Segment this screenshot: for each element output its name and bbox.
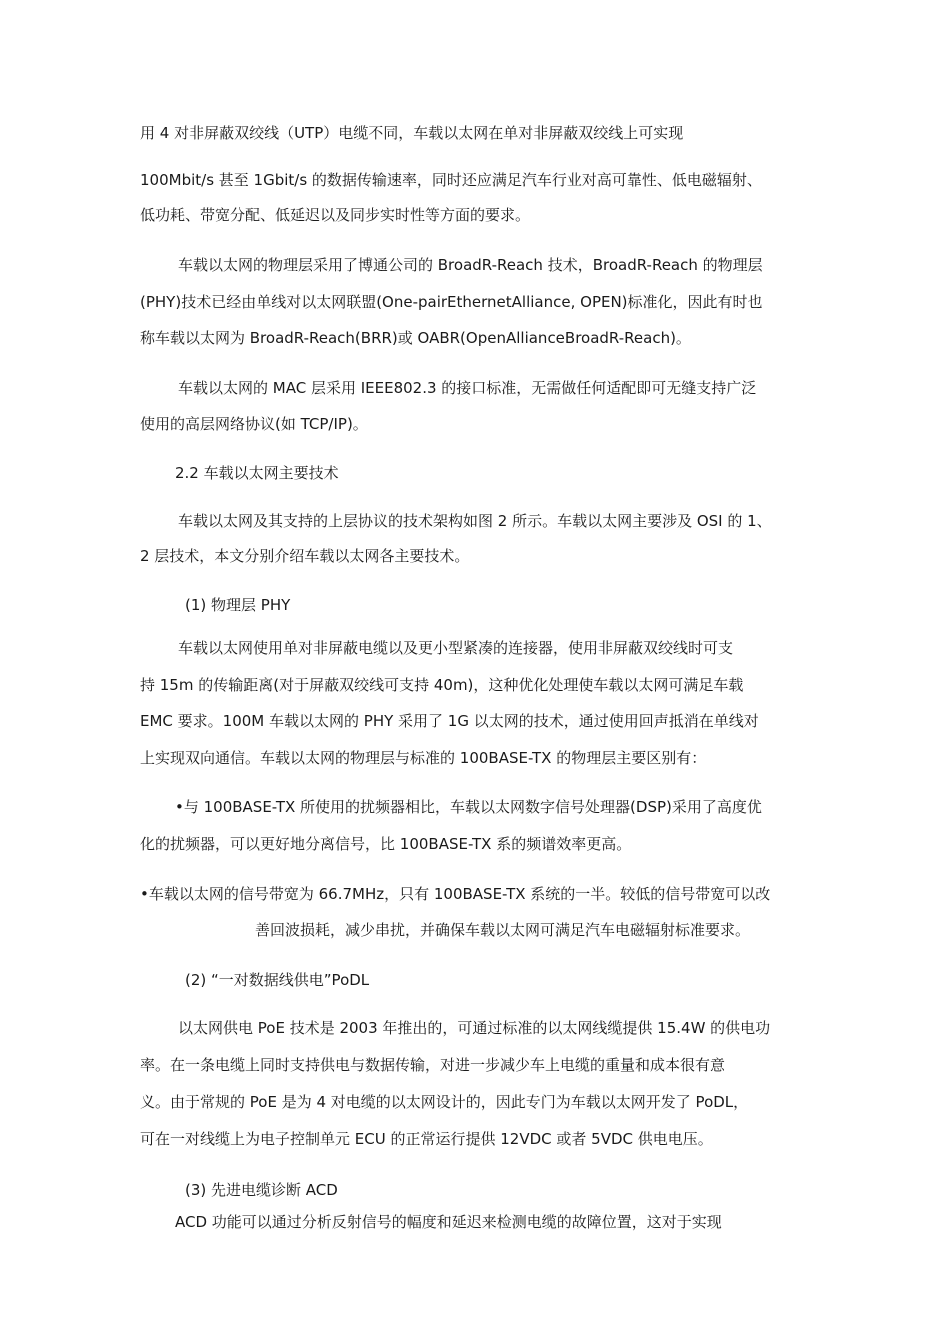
section-heading: 2.2 车载以太网主要技术: [175, 464, 339, 482]
paragraph-line: 义。由于常规的 PoE 是为 4 对电缆的以太网设计的，因此专门为车载以太网开发了 PoDL，: [140, 1093, 749, 1111]
paragraph-line: 100Mbit/s 甚至 1Gbit/s 的数据传输速率，同时还应满足汽车行业对高可靠性、低电磁辐射、: [140, 171, 762, 189]
bullet-item-continuation: 善回波损耗，减少串扰，并确保车载以太网可满足汽车电磁辐射标准要求。: [255, 921, 751, 939]
bullet-item: •车载以太网的信号带宽为 66.7MHz，只有 100BASE-TX 系统的一半。较低的信号带宽可以改: [140, 885, 771, 903]
paragraph-line: 车载以太网的物理层采用了博通公司的 BroadR-Reach 技术，BroadR-Reach 的物理层: [178, 256, 763, 274]
subsection-heading: (1) 物理层 PHY: [185, 596, 291, 614]
paragraph-line: 称车载以太网为 BroadR-Reach(BRR)或 OABR(OpenAllianceBroadR-Reach)。: [140, 329, 691, 347]
paragraph-line: (PHY)技术已经由单线对以太网联盟(One-pairEthernetAlliance, OPEN)标准化，因此有时也: [140, 293, 763, 311]
subsection-heading: (3) 先进电缆诊断 ACD: [185, 1181, 338, 1199]
bullet-item-continuation: 化的扰频器，可以更好地分离信号，比 100BASE-TX 系的频谱效率更高。: [140, 835, 632, 853]
paragraph-line: 持 15m 的传输距离(对于屏蔽双绞线可支持 40m)，这种优化处理使车载以太网可满足车载: [140, 676, 744, 694]
paragraph-line: 率。在一条电缆上同时支持供电与数据传输，对进一步减少车上电缆的重量和成本很有意: [140, 1056, 726, 1074]
subsection-heading: (2) “一对数据线供电”PoDL: [185, 971, 370, 989]
paragraph-line: 使用的高层网络协议(如 TCP/IP)。: [140, 415, 368, 433]
paragraph-line: 低功耗、带宽分配、低延迟以及同步实时性等方面的要求。: [140, 206, 531, 224]
paragraph-line: EMC 要求。100M 车载以太网的 PHY 采用了 1G 以太网的技术，通过使用回声抵消在单线对: [140, 712, 759, 730]
paragraph-line: 车载以太网的 MAC 层采用 IEEE802.3 的接口标准，无需做任何适配即可无缝支持广泛: [178, 379, 757, 397]
bullet-item: •与 100BASE-TX 所使用的扰频器相比，车载以太网数字信号处理器(DSP)采用了高度优: [175, 798, 762, 816]
paragraph-line: 上实现双向通信。车载以太网的物理层与标准的 100BASE-TX 的物理层主要区别有：: [140, 749, 707, 767]
paragraph-line: 可在一对线缆上为电子控制单元 ECU 的正常运行提供 12VDC 或者 5VDC 供电电压。: [140, 1130, 713, 1148]
paragraph-line: 2 层技术，本文分别介绍车载以太网各主要技术。: [140, 547, 470, 565]
paragraph-line: ACD 功能可以通过分析反射信号的幅度和延迟来检测电缆的故障位置，这对于实现: [175, 1213, 722, 1231]
paragraph-line: 以太网供电 PoE 技术是 2003 年推出的，可通过标准的以太网线缆提供 15.4W 的供电功: [178, 1019, 771, 1037]
paragraph-line: 车载以太网使用单对非屏蔽电缆以及更小型紧凑的连接器，使用非屏蔽双绞线时可支: [178, 639, 734, 657]
paragraph-line: 车载以太网及其支持的上层协议的技术架构如图 2 所示。车载以太网主要涉及 OSI 的 1、: [178, 512, 772, 530]
paragraph-line: 用 4 对非屏蔽双绞线（UTP）电缆不同，车载以太网在单对非屏蔽双绞线上可实现: [140, 124, 684, 142]
